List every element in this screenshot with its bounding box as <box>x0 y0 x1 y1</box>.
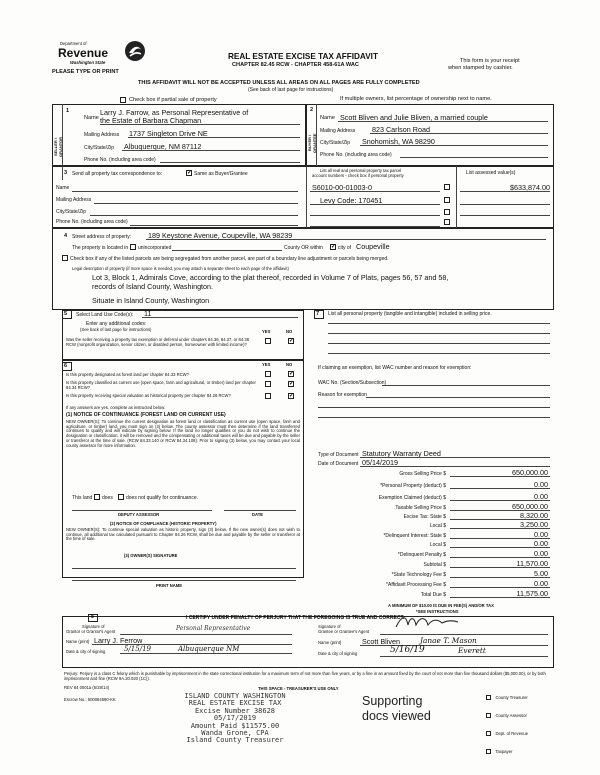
tax-row-value[interactable]: 11,570.00 <box>516 559 548 568</box>
dept-revenue: Revenue <box>58 46 109 60</box>
tax-row-value[interactable]: 11,575.00 <box>516 589 548 598</box>
grantor-date-input[interactable]: 5/15/19 <box>124 645 151 653</box>
grantor-city-input[interactable]: Albuquerque NM <box>178 645 240 653</box>
forest-yes-header: YES <box>262 362 271 367</box>
located-in-label: The property is located in <box>72 245 129 251</box>
grantee-date-input[interactable]: 5/16/19 <box>390 645 425 655</box>
see-instructions: *SEE INSTRUCTIONS <box>416 609 459 614</box>
land-use-yes-header: YES <box>262 329 271 334</box>
forest-q1-yes[interactable] <box>265 371 271 377</box>
tax-row-label: Taxable Selling Price $ <box>395 505 446 511</box>
section-7-number: 7 <box>316 311 320 317</box>
exemption-claim-label: If claiming an exemption, list WAC number and reason for exemption: <box>318 365 472 371</box>
tax-row-label: *State Technology Fee $ <box>391 572 446 578</box>
tax-row-value[interactable]: 0.00 <box>534 549 548 558</box>
buyer-name-label: Name <box>320 115 335 121</box>
tax-row-value[interactable]: 0.00 <box>534 579 548 588</box>
notice-2-text: NEW OWNER(S): To continue special valuation as historic property, sign (3) below. If the new owner(s) does not wish to continue, all additional tax calculated pursuant to Chapter 84.26 RCW, shall be due and payable by the seller or transferor at the time of sale. <box>66 527 300 542</box>
notice-1-title: (1) NOTICE OF CONTINUANCE (FOREST LAND OR CURRENT USE) <box>66 412 226 418</box>
copy-county-treasurer: County Treasurer <box>495 695 528 700</box>
seller-name-line1[interactable]: Larry J. Farrow, as Personal Representative of <box>100 108 249 117</box>
parcel-1-personal-checkbox[interactable] <box>444 184 450 190</box>
tax-row-value[interactable]: 8,320.00 <box>520 511 548 520</box>
tax-row-label: Excise Tax: State $ <box>403 514 446 520</box>
seller-name-label: Name <box>84 115 99 121</box>
corr-city-label: City/State/Zip <box>56 209 87 215</box>
dept-state: Washington State <box>70 60 106 65</box>
grantor-signature[interactable]: Personal Representative <box>176 625 251 632</box>
section-2-number: 2 <box>310 107 314 113</box>
stamp-line: 05/17/2019 <box>213 714 257 723</box>
land-does-checkbox[interactable] <box>94 494 100 500</box>
seller-city-input[interactable]: Albuquerque, NM 87112 <box>124 142 202 151</box>
corr-name-label: Name <box>56 185 70 191</box>
forest-if-yes: If any answers are yes, complete as instructed below. <box>66 405 166 410</box>
tax-row-label: *Delinquent Interest: State $ <box>383 533 446 539</box>
grantee-sig-of-label: Signature of <box>318 624 341 629</box>
doc-date-input[interactable]: 05/14/2019 <box>362 458 398 467</box>
tax-row-value[interactable]: 0.00 <box>534 530 548 539</box>
levy-code[interactable]: Levy Code: 170451 <box>320 196 383 205</box>
doc-type-label: Type of Document <box>318 452 359 458</box>
copy-distribution <box>486 686 528 758</box>
forest-q3: Is this property receiving special valuation as historical property per chapter 84.26 RCW? <box>66 393 231 398</box>
corr-mailing-label: Mailing Address <box>56 197 92 203</box>
copy-dept-revenue: Dept. of Revenue <box>495 731 529 736</box>
parcel-header-1: List all real and personal property tax parcel <box>320 168 402 173</box>
tax-row-label: Gross Selling Price $ <box>399 471 446 477</box>
grantor-date-label: Date & city of signing <box>66 649 106 654</box>
partial-sale-label: Check box if partial sale of property <box>129 97 217 103</box>
tax-row-value[interactable]: 3,250.00 <box>520 520 548 529</box>
city-of-checkbox[interactable]: ✓ <box>331 244 337 250</box>
buyer-phone-label: Phone No. (including area code) <box>320 152 392 158</box>
unincorporated-label: unincorporated <box>138 245 172 251</box>
segregated-label: Check box if any of the listed parcels are being segregated from another parcel, are part of a boundary line adjustment or parcels being merged. <box>70 256 389 262</box>
tax-row-label: *Personal Property (deduct) $ <box>380 483 446 489</box>
stamp-line: Wanda Grone, CPA <box>201 729 269 738</box>
seller-city-label: City/State/Zip <box>84 145 115 151</box>
buyer-name-input[interactable]: Scott Bliven and Julie Bliven, a married couple <box>340 113 488 122</box>
land-use-code-input[interactable]: 11 <box>144 309 152 318</box>
buyer-city-label: City/State/Zip <box>320 140 351 146</box>
parcel-4-personal-checkbox[interactable] <box>444 219 450 225</box>
street-address-input[interactable]: 189 Keystone Avenue, Coupeville, WA 98239 <box>148 231 293 240</box>
buyer-tab: BUYER / GRANTEE <box>307 133 317 153</box>
notice-1-text: NEW OWNER(S): To continue the current designation as forest land or classification as current use (open space, farm and agriculture, or timber) land, you must sign on (3) below. The county assessor must then determine if the land transferred continues to qualify and will indicate by signing below. If the land no longer qualifies or you do not wish to continue the designation or classification, it will be removed and the compensating or additional taxes will be due and payable by the seller or transferor at the time of sale. (RCW 84.33.140 or RCW 84.34.108). Prior to signing (3) below, you may contact your local county assessor for more information. <box>66 419 300 448</box>
parcel-2-personal-checkbox[interactable] <box>444 197 450 203</box>
minimum-due-note: A MINIMUM OF $10.00 IS DUE IN FEE(S) AND/OR TAX <box>388 603 494 608</box>
legal-description-label: Legal description of property (if more space is needed, you may attach a separate sheet to each page of the affidavit) <box>72 266 289 271</box>
copy-taxpayer: Taxpayer <box>495 749 513 754</box>
forest-q2-yes[interactable] <box>265 381 271 387</box>
buyer-mailing-label: Mailing Address <box>320 128 356 134</box>
certify-statement: I CERTIFY UNDER PENALTY OF PERJURY THAT THE FOREGOING IS TRUE AND CORRECT. <box>186 615 405 621</box>
segregated-checkbox[interactable] <box>62 255 68 261</box>
form-revision: REV 84 0001a (5/28/14) <box>64 685 110 690</box>
grantor-sig-of-label: Signature of <box>82 624 105 629</box>
assessed-header: List assessed value(s) <box>466 170 516 176</box>
same-as-buyer-label: Same as Buyer/Grantee <box>194 171 248 177</box>
tax-row-label: Local $ <box>429 523 446 529</box>
legal-line-3[interactable]: Situate in Island County, Washington <box>92 296 210 305</box>
legal-line-2[interactable]: records of Island County, Washington. <box>92 282 214 291</box>
grantee-signature[interactable] <box>392 613 462 631</box>
stamp-line: REAL ESTATE EXCISE TAX <box>188 699 282 708</box>
tax-row-label: *Delinquent Penalty $ <box>397 552 446 558</box>
multiple-owners-note: If multiple owners, list percentage of ownership next to name. <box>340 96 492 102</box>
supporting-docs-stamp <box>362 694 431 724</box>
forest-no-header: NO <box>286 362 293 367</box>
seller-mailing-label: Mailing Address <box>84 132 120 138</box>
does-not-label: does not qualify for continuance. <box>126 495 198 501</box>
print-name-label: PRINT NAME <box>156 583 183 588</box>
grantee-date-label: Date & city of signing <box>318 651 358 656</box>
tax-row-value[interactable]: 0.00 <box>534 492 548 501</box>
parcel-1-input[interactable]: S6010-00-01003-0 <box>312 183 372 192</box>
buyer-city-input[interactable]: Snohomish, WA 98290 <box>362 137 435 146</box>
city-name-input[interactable]: Coupeville <box>356 242 390 251</box>
forest-q1: Is this property designated as forest land per chapter 84.33 RCW? <box>66 372 189 377</box>
city-of-label: city of <box>338 245 352 251</box>
stamp-line: Excise Number 38628 <box>194 706 276 715</box>
does-label: does <box>102 495 113 501</box>
forest-q1-no[interactable]: ✓ <box>289 371 295 377</box>
legal-line-1[interactable]: Lot 3, Block 1, Admirals Cove, according to the plat thereof, recorded in Volume 7 of Plats, pages 56, 57 and 58, <box>92 273 449 282</box>
wac-number-label: WAC No. (Section/Subsection) <box>318 380 387 386</box>
section-5-number: 5 <box>64 311 68 317</box>
stamp-line: ISLAND COUNTY WASHINGTON <box>184 692 286 700</box>
grantee-print-input[interactable]: Scott Bliven <box>362 637 400 646</box>
parcel-header-2: account numbers - check box if personal property <box>312 173 404 178</box>
receipt-note-2: when stamped by cashier. <box>448 65 513 71</box>
reason-label: Reason for exemption <box>318 392 367 398</box>
forest-q3-yes[interactable] <box>265 393 271 399</box>
corr-phone-label: Phone No. (including area code) <box>56 219 128 225</box>
grantor-print-input[interactable]: Larry J. Ferrow <box>94 636 143 645</box>
stamp-line: Amount Paid $11575.00 <box>190 721 280 730</box>
form-chapter: CHAPTER 82.45 RCW - CHAPTER 458-61A WAC <box>232 62 359 68</box>
this-land-label: This land <box>72 495 93 501</box>
seller-phone-label: Phone No. (including area code) <box>84 157 156 163</box>
doc-date-label: Date of Document <box>318 461 359 467</box>
supporting-line-2: docs viewed <box>362 709 431 723</box>
exemption-yes-checkbox[interactable] <box>265 338 271 344</box>
assessor-date-label: DATE <box>252 512 264 517</box>
land-use-no-header: NO <box>286 329 293 334</box>
additional-codes-note: (See back of last page for instructions) <box>80 327 152 332</box>
forest-q2: Is this property classified as current use (open space, farm and agricultural, or timber) land per chapter 84.34 RCW? <box>66 380 256 390</box>
partial-sale-checkbox[interactable] <box>120 97 126 103</box>
tax-row-value[interactable]: 650,000.00 <box>512 502 548 511</box>
stamp-line: Island County Treasurer <box>186 736 284 745</box>
seller-name-line2[interactable]: the Estate of Barbara Chapman <box>100 116 202 125</box>
forest-q2-no[interactable]: ✓ <box>289 381 295 387</box>
supporting-line-1: Supporting <box>362 694 423 708</box>
warning-text: THIS AFFIDAVIT WILL NOT BE ACCEPTED UNLESS ALL AREAS ON ALL PAGES ARE FULLY COMPLETED <box>138 80 420 86</box>
exemption-no-checkbox[interactable]: ✓ <box>289 338 295 344</box>
receipt-note-1: This form is your receipt <box>460 58 520 64</box>
forest-q3-no[interactable]: ✓ <box>289 393 295 399</box>
street-label: Street address of property: <box>72 234 132 240</box>
land-use-label: Select Land Use Code(s): <box>76 312 134 318</box>
perjury-statement: Perjury: Perjury is a class C felony which is punishable by imprisonment in the state correctional institution for a maximum term of not more than five years, or by a fine in an amount fixed by the court of not more than five thousand dollars ($5,000.00), or by both imprisonment and fine (RCW 9A.20.020 (1C)). <box>64 671 546 681</box>
grantee-agent-label: Grantee or Grantee's Agent <box>318 629 370 634</box>
land-does-not-checkbox[interactable] <box>118 494 124 500</box>
correspondence-label: Send all property tax correspondence to: <box>72 171 163 177</box>
tax-row-label: Exemption Claimed (deduct) $ <box>378 495 446 501</box>
grantee-print-label: Name (print) <box>318 640 342 645</box>
buyer-mailing-input[interactable]: 823 Carlson Road <box>372 125 430 134</box>
doc-type-input[interactable]: Statutory Warranty Deed <box>362 449 441 458</box>
copy-county-assessor: County Assessor <box>495 713 527 718</box>
treasurer-use-label: THIS SPACE - TREASURER'S USE ONLY <box>258 686 339 691</box>
tax-row-label: Subtotal $ <box>423 562 446 568</box>
treasurer-stamp <box>150 693 320 745</box>
grantee-print-extra[interactable]: Janae T. Mason <box>420 636 477 645</box>
section-4-number: 4 <box>64 233 68 239</box>
tax-row-label: Total Due $ <box>420 592 446 598</box>
assessed-value-input[interactable]: $633,874.00 <box>510 183 550 192</box>
personal-property-label: List all personal property (tangible and intangible) included in selling price. <box>328 311 492 317</box>
section-1-number: 1 <box>66 108 70 114</box>
tax-row-label: *Affidavit Processing Fee $ <box>386 582 446 588</box>
unincorporated-checkbox[interactable] <box>130 244 136 250</box>
tax-row-value[interactable]: 0.00 <box>534 539 548 548</box>
tax-row-value[interactable]: 5.00 <box>534 569 548 578</box>
deputy-assessor-label: DEPUTY ASSESSOR <box>118 512 160 517</box>
grantee-city-input[interactable]: Everett <box>458 646 486 655</box>
seller-mailing-input[interactable]: 1737 Singleton Drive NE <box>129 129 208 138</box>
exemption-question: Was the seller receiving a property tax exemption or deferral under chapters 84.36, 84.37, or 84.38 RCW (nonprofit organization, senior citizen, or disabled person, homeowner with limited income)? <box>66 337 250 347</box>
additional-codes-label: Enter any additional codes: <box>86 321 147 327</box>
tax-row-value[interactable]: 650,000.00 <box>512 468 548 477</box>
grantor-agent-label: Grantor or Grantor's Agent <box>66 629 116 634</box>
tax-row-value[interactable]: 0.00 <box>534 480 548 489</box>
please-type: PLEASE TYPE OR PRINT <box>52 69 119 75</box>
section-8-number: 8 <box>91 614 94 620</box>
section-6-number: 6 <box>64 363 68 369</box>
tax-row-label: Local $ <box>429 542 446 548</box>
grantor-print-label: Name (print) <box>66 639 90 644</box>
owner-signature-title: (3) OWNER(S) SIGNATURE <box>124 553 178 558</box>
see-back: (See back of last page for instructions) <box>248 87 334 93</box>
section-3-number: 3 <box>64 170 68 176</box>
dept-line: Department of <box>60 41 87 46</box>
same-as-buyer-checkbox[interactable]: ✓ <box>187 170 193 176</box>
form-title: REAL ESTATE EXCISE TAX AFFIDAVIT <box>228 52 378 61</box>
dor-logo-icon <box>124 40 146 62</box>
county-or-within-label: County OR within <box>284 245 323 251</box>
escrow-number: Escrow No.: 500084580-KK <box>64 697 116 702</box>
parcel-3-personal-checkbox[interactable] <box>444 209 450 215</box>
notice-2-title: (2) NOTICE OF COMPLIANCE (HISTORIC PROPERTY) <box>110 521 217 526</box>
seller-tab: SELLER / GRANTOR <box>53 136 63 158</box>
